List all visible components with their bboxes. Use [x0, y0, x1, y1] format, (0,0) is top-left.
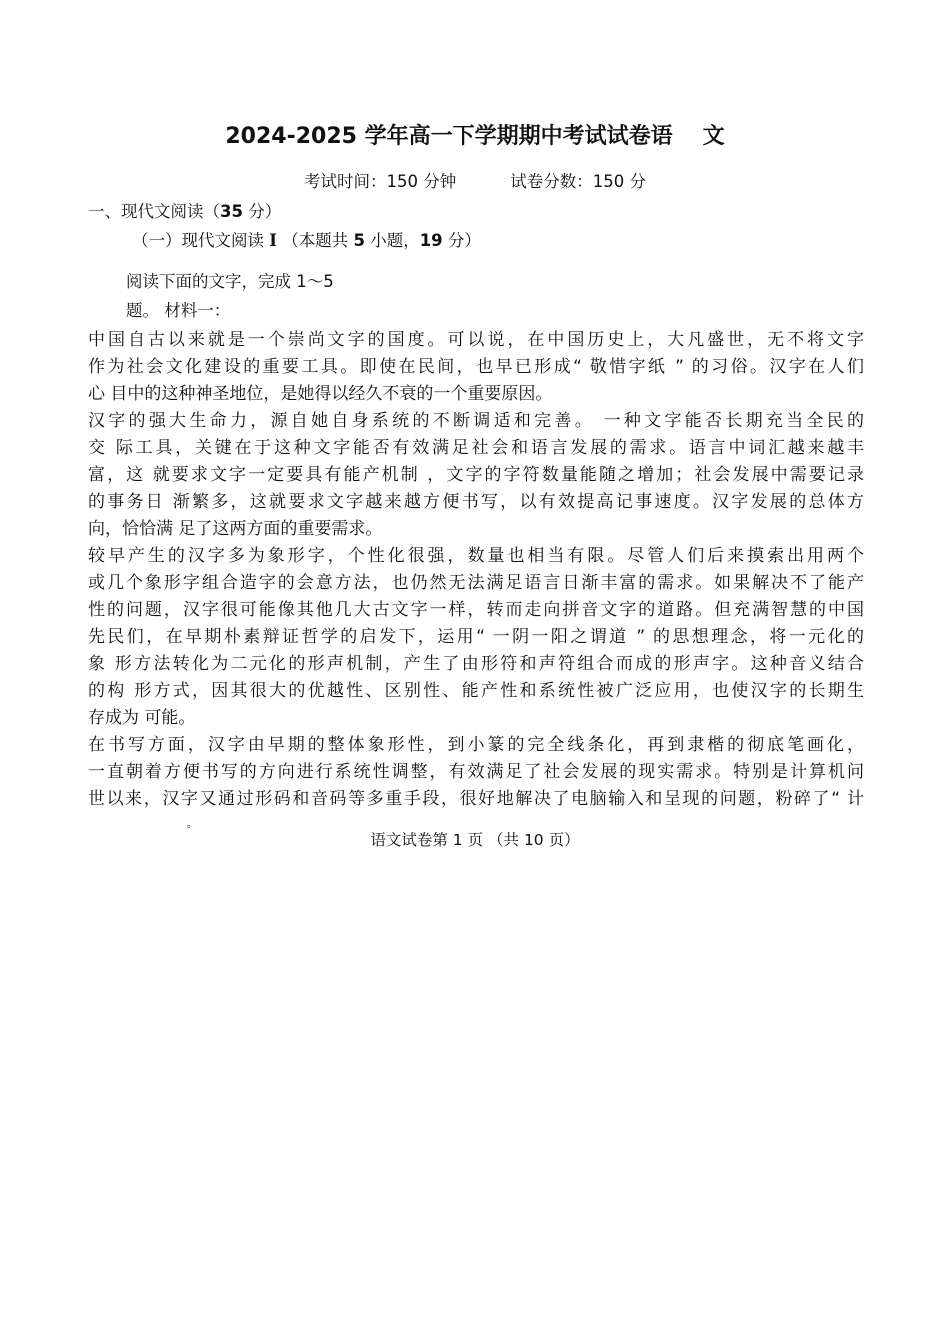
exam-title-tail: 文	[702, 124, 725, 149]
passage-line: 世以来，汉字又通过形码和音码等多重手段，很好地解决了电脑输入和呈现的问题，粉碎了“ 计	[88, 789, 864, 809]
passage-line: 一直朝着方便书写的方向进行系统性调整，有效满足了社会发展的现实需求。特别是计算机问	[88, 762, 864, 782]
passage-line: 心 目中的这种神圣地位，是她得以经久不衰的一个重要原因。	[88, 384, 553, 404]
exam-meta	[0, 168, 950, 192]
exam-score: 试卷分数：150 分	[510, 172, 646, 191]
section-heading-prefix: 一、现代文阅读（	[88, 202, 220, 221]
exam-title	[0, 119, 950, 150]
stray-mark: 。	[187, 819, 197, 830]
subsection-heading	[132, 227, 481, 251]
subsection-points: 19	[419, 231, 443, 250]
exam-time: 考试时间：150 分钟	[304, 172, 457, 191]
instruction-line-1: 阅读下面的文字，完成 1～5	[126, 272, 334, 291]
subsection-suffix: 分）	[442, 231, 481, 250]
passage-line: 象 形方法转化为二元化的形声机制，产生了由形符和声符组合而成的形声字。这种音义结合	[88, 654, 864, 674]
passage-line: 较早产生的汉字多为象形字，个性化很强，数量也相当有限。尽管人们后来摸索出用两个	[88, 546, 864, 566]
passage-line: 存成为 可能。	[88, 708, 196, 728]
page-footer: 语文试卷第 1 页 （共 10 页）	[370, 831, 580, 849]
subsection-roman: I	[269, 231, 277, 250]
passage-line: 性的问题，汉字很可能像其他几大古文字一样，转而走向拼音文字的道路。但充满智慧的中国	[88, 600, 864, 620]
passage-line: 汉字的强大生命力，源自她自身系统的不断调适和完善。 一种文字能否长期充当全民的	[88, 411, 864, 431]
exam-title-main: 2024-2025 学年高一下学期期中考试试卷语	[225, 124, 673, 149]
passage-line: 的构 形方式，因其很大的优越性、区别性、能产性和系统性被广泛应用，也使汉字的长期生	[88, 681, 864, 701]
passage-line: 的事务日 渐繁多，这就要求文字越来越方便书写，以有效提高记事速度。汉字发展的总体方	[88, 492, 864, 512]
subsection-mid1: （本题共	[276, 231, 354, 250]
passage-line: 中国自古以来就是一个崇尚文字的国度。可以说，在中国历史上，大凡盛世，无不将文字	[88, 330, 864, 350]
subsection-prefix: （一）现代文阅读	[132, 231, 270, 250]
passage-line: 交 际工具，关键在于这种文字能否有效满足社会和语言发展的需求。语言中词汇越来越丰	[88, 438, 864, 458]
passage-line: 富，这 就要求文字一定要具有能产机制 ，文字的字符数量能随之增加；社会发展中需要记录	[88, 465, 864, 485]
passage-line: 或几个象形字组合造字的会意方法，也仍然无法满足语言日渐丰富的需求。如果解决不了能产	[88, 573, 864, 593]
subsection-count: 5	[353, 231, 365, 250]
section-heading	[88, 198, 281, 222]
section-heading-suffix: 分）	[242, 202, 282, 221]
passage-line: 作为社会文化建设的重要工具。即使在民间，也早已形成“ 敬惜字纸 ” 的习俗。汉字在人们	[88, 357, 864, 377]
passage-line: 向，恰恰满 足了这两方面的重要需求。	[88, 519, 383, 539]
passage-line: 先民们，在早期朴素辩证哲学的启发下，运用“ 一阴一阳之谓道 ” 的思想理念，将一元化的	[88, 627, 864, 647]
passage-line: 在书写方面，汉字由早期的整体象形性，到小篆的完全线条化，再到隶楷的彻底笔画化，	[88, 735, 864, 755]
section-points: 35	[220, 202, 243, 221]
subsection-mid2: 小题，	[364, 231, 420, 250]
instruction-line-2: 题。 材料一：	[126, 301, 231, 320]
